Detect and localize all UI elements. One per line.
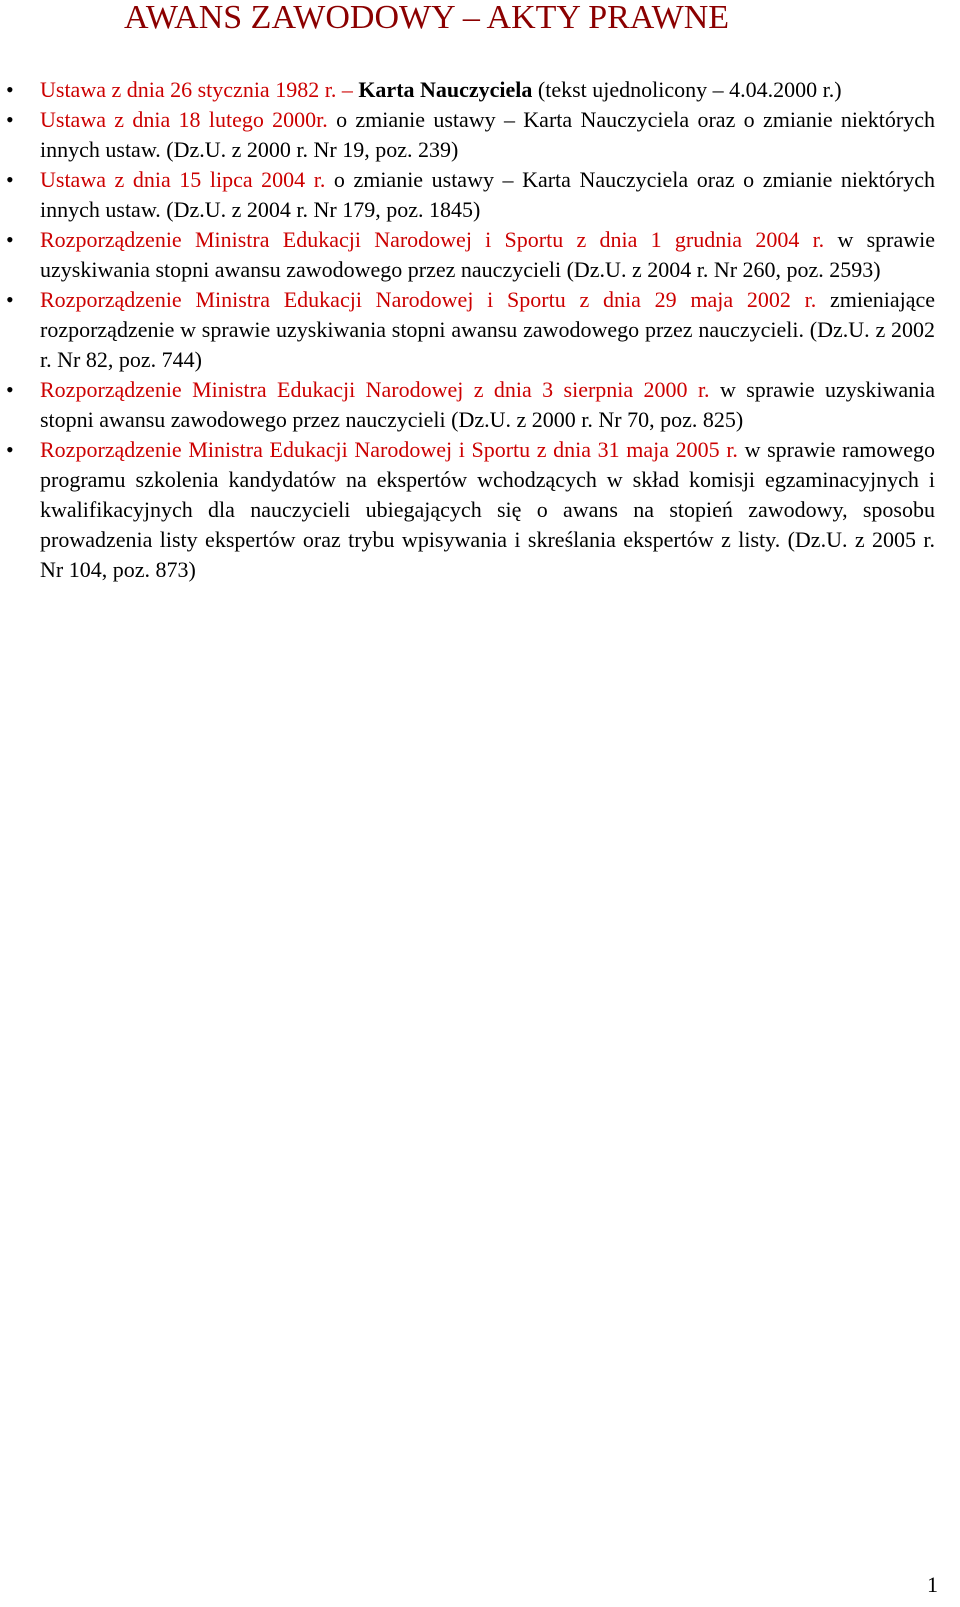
legal-acts-list xyxy=(6,75,935,585)
list-item xyxy=(6,75,935,105)
list-item xyxy=(6,435,935,585)
list-item xyxy=(6,285,935,375)
act-name: Rozporządzenie Ministra Edukacji Narodowej i Sportu z dnia 31 maja 2005 r. xyxy=(40,437,738,462)
act-name: Ustawa z dnia 26 stycznia 1982 r. – xyxy=(40,77,359,102)
act-description: (tekst ujednolicony – 4.04.2000 r.) xyxy=(532,77,842,102)
act-name: Ustawa z dnia 18 lutego 2000r. xyxy=(40,107,328,132)
act-description: o zmianie ustawy – Karta Nauczyciela oraz o zmianie niektórych innych ustaw. (Dz.U. z 2000 r. Nr 19, poz. 239) xyxy=(40,107,935,162)
page-number: 1 xyxy=(927,1572,938,1597)
act-title-bold: Karta Nauczyciela xyxy=(358,77,533,102)
act-description: zmieniające rozporządzenie w sprawie uzyskiwania stopni awansu zawodowego przez nauczycieli. (Dz.U. z 2002 r. Nr 82, poz. 744) xyxy=(40,287,935,372)
act-description: o zmianie ustawy – Karta Nauczyciela oraz o zmianie niektórych innych ustaw. (Dz.U. z 2004 r. Nr 179, poz. 1845) xyxy=(40,167,935,222)
bullet-icon: • xyxy=(6,287,14,312)
list-item xyxy=(6,165,935,225)
list-item xyxy=(6,225,935,285)
act-name: Rozporządzenie Ministra Edukacji Narodowej i Sportu z dnia 1 grudnia 2004 r. xyxy=(40,227,825,252)
bullet-icon: • xyxy=(6,107,14,132)
act-name: Rozporządzenie Ministra Edukacji Narodowej i Sportu z dnia 29 maja 2002 r. xyxy=(40,287,817,312)
act-description: w sprawie uzyskiwania stopni awansu zawodowego przez nauczycieli (Dz.U. z 2000 r. Nr 70, poz. 825) xyxy=(40,377,935,432)
list-item xyxy=(6,375,935,435)
bullet-icon: • xyxy=(6,377,14,402)
act-name: Ustawa z dnia 15 lipca 2004 r. xyxy=(40,167,326,192)
act-description: w sprawie ramowego programu szkolenia kandydatów na ekspertów wchodzących w skład komisji egzaminacyjnych i kwalifikacyjnych dla nauczycieli ubiegających się o awans na stopień zawodowy, sposobu prowadzenia listy ekspertów oraz trybu wpisywania i skreślania ekspertów z listy. (Dz.U. z 2005 r. Nr 104, poz. 873) xyxy=(40,437,935,582)
act-name: Rozporządzenie Ministra Edukacji Narodowej z dnia 3 sierpnia 2000 r. xyxy=(40,377,710,402)
document-title: AWANS ZAWODOWY – AKTY PRAWNE xyxy=(124,0,730,36)
list-item xyxy=(6,105,935,165)
bullet-icon: • xyxy=(6,77,14,102)
bullet-icon: • xyxy=(6,437,14,462)
bullet-icon: • xyxy=(6,227,14,252)
bullet-icon: • xyxy=(6,167,14,192)
act-description: w sprawie uzyskiwania stopni awansu zawodowego przez nauczycieli (Dz.U. z 2004 r. Nr 260, poz. 2593) xyxy=(40,227,935,282)
